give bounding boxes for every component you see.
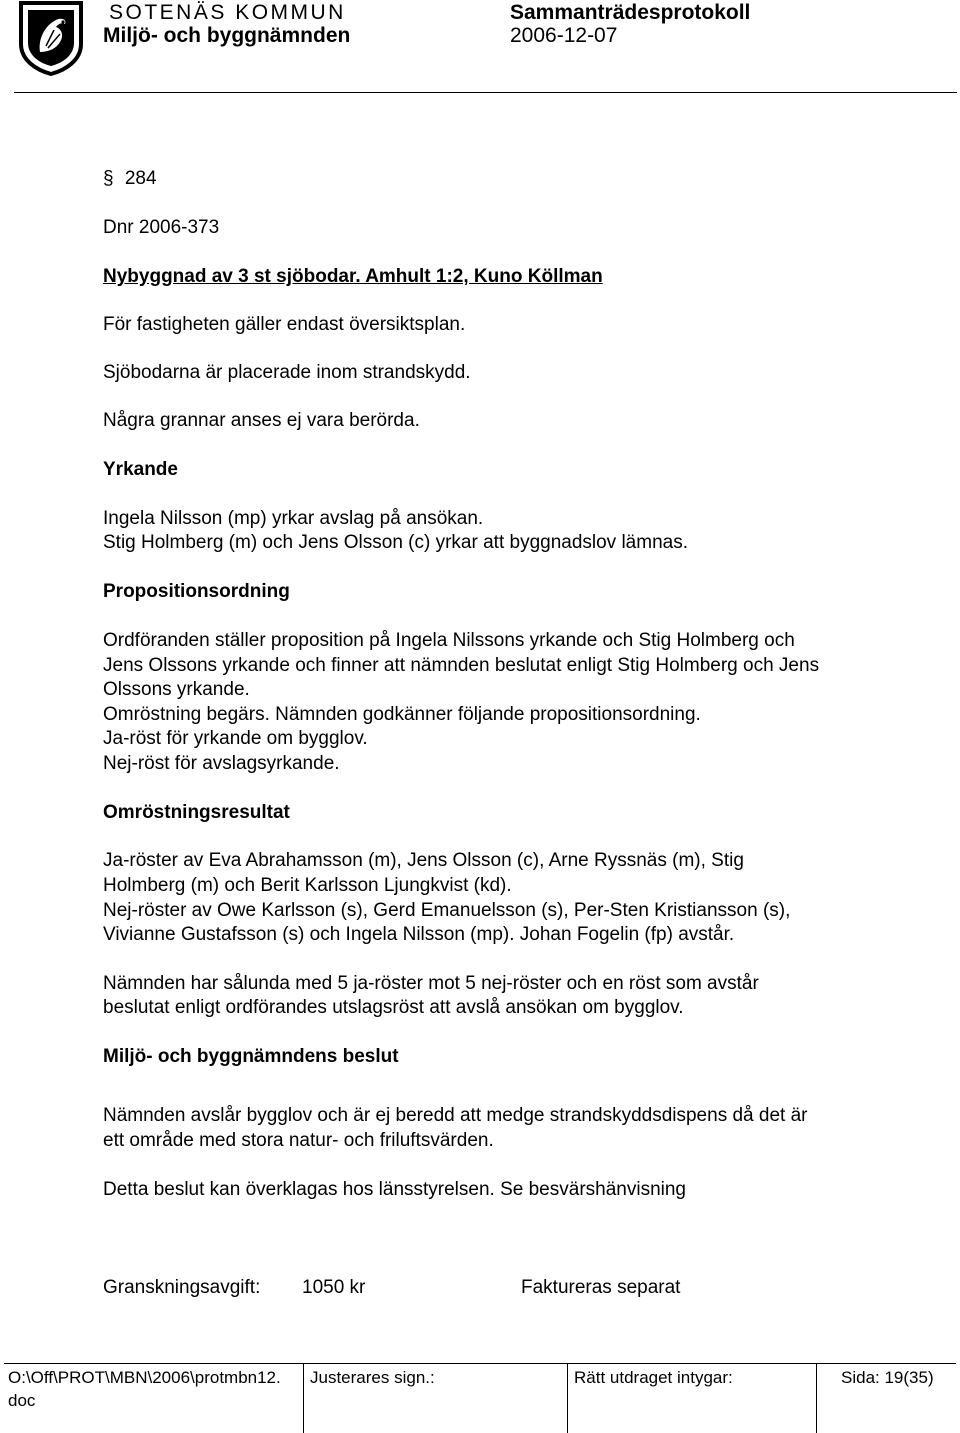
yrkande-line: Ingela Nilsson (mp) yrkar avslag på ansökan. <box>103 508 484 529</box>
department-name: Miljö- och byggnämnden <box>103 24 351 47</box>
footer-utdrag: Rätt utdraget intygar: <box>574 1368 733 1387</box>
footer-separator <box>567 1364 568 1433</box>
intro-line: Några grannar anses ej vara berörda. <box>103 410 420 431</box>
beslut-heading: Miljö- och byggnämndens beslut <box>103 1046 399 1067</box>
paragraph-mark: § <box>103 168 114 189</box>
fee-note: Faktureras separat <box>521 1277 681 1298</box>
section-number-value: 284 <box>124 168 157 189</box>
document-type: Sammanträdesprotokoll <box>510 1 751 24</box>
footer-path-line: doc <box>8 1391 36 1410</box>
header-divider <box>14 92 957 93</box>
footer-separator <box>303 1364 304 1433</box>
footer-path-line: O:\Off\PROT\MBN\2006\protmbn12. <box>8 1368 281 1387</box>
propositionsordning-heading: Propositionsordning <box>103 581 290 602</box>
municipal-crest-icon <box>18 0 84 81</box>
case-number: Dnr 2006-373 <box>103 217 220 238</box>
organization-name: SOTENÄS KOMMUN <box>109 1 346 24</box>
fee-amount: 1050 kr <box>302 1277 366 1298</box>
yrkande-line: Stig Holmberg (m) och Jens Olsson (c) yrkar att byggnadslov lämnas. <box>103 532 688 553</box>
meeting-date: 2006-12-07 <box>510 24 618 47</box>
intro-line: Sjöbodarna är placerade inom strandskydd. <box>103 362 471 383</box>
section-number <box>103 167 157 192</box>
intro-line: För fastigheten gäller endast översiktsplan. <box>103 314 466 335</box>
beslut-line: ett område med stora natur- och friluftsvärden. <box>103 1130 494 1151</box>
vote-line: Nej-röster av Owe Karlsson (s), Gerd Emanuelsson (s), Per-Sten Kristiansson (s), <box>103 900 791 921</box>
yrkande-heading: Yrkande <box>103 459 178 480</box>
beslut-line: Nämnden avslår bygglov och är ej beredd att medge strandskyddsdispens då det är <box>103 1105 808 1126</box>
propositionsordning-line: Ja-röst för yrkande om bygglov. <box>103 728 368 749</box>
propositionsordning-line: Nej-röst för avslagsyrkande. <box>103 753 340 774</box>
vote-summary-line: beslutat enligt ordförandes utslagsröst att avslå ansökan om bygglov. <box>103 997 684 1018</box>
footer-justeras: Justerares sign.: <box>310 1368 435 1387</box>
propositionsordning-line: Ordföranden ställer proposition på Ingela Nilssons yrkande och Stig Holmberg och <box>103 630 795 651</box>
vote-line: Vivianne Gustafsson (s) och Ingela Nilsson (mp). Johan Fogelin (fp) avstår. <box>103 924 735 945</box>
footer-separator <box>816 1364 817 1433</box>
case-title: Nybyggnad av 3 st sjöbodar. Amhult 1:2, Kuno Köllman <box>103 266 603 287</box>
propositionsordning-line: Omröstning begärs. Nämnden godkänner följande propositionsordning. <box>103 704 701 725</box>
vote-summary-line: Nämnden har sålunda med 5 ja-röster mot 5 nej-röster och en röst som avstår <box>103 973 759 994</box>
appeal-notice: Detta beslut kan överklagas hos länsstyrelsen. Se besvärshänvisning <box>103 1179 686 1200</box>
footer-page-number: Sida: 19(35) <box>841 1368 934 1387</box>
omrostningsresultat-heading: Omröstningsresultat <box>103 802 290 823</box>
vote-line: Holmberg (m) och Berit Karlsson Ljungkvist (kd). <box>103 875 512 896</box>
footer-divider <box>4 1363 956 1364</box>
propositionsordning-line: Jens Olssons yrkande och finner att nämnden beslutat enligt Stig Holmberg och Jens <box>103 655 820 676</box>
vote-line: Ja-röster av Eva Abrahamsson (m), Jens Olsson (c), Arne Ryssnäs (m), Stig <box>103 850 744 871</box>
footer-file-path <box>8 1366 281 1412</box>
propositionsordning-line: Olssons yrkande. <box>103 679 250 700</box>
fee-label: Granskningsavgift: <box>103 1277 261 1298</box>
